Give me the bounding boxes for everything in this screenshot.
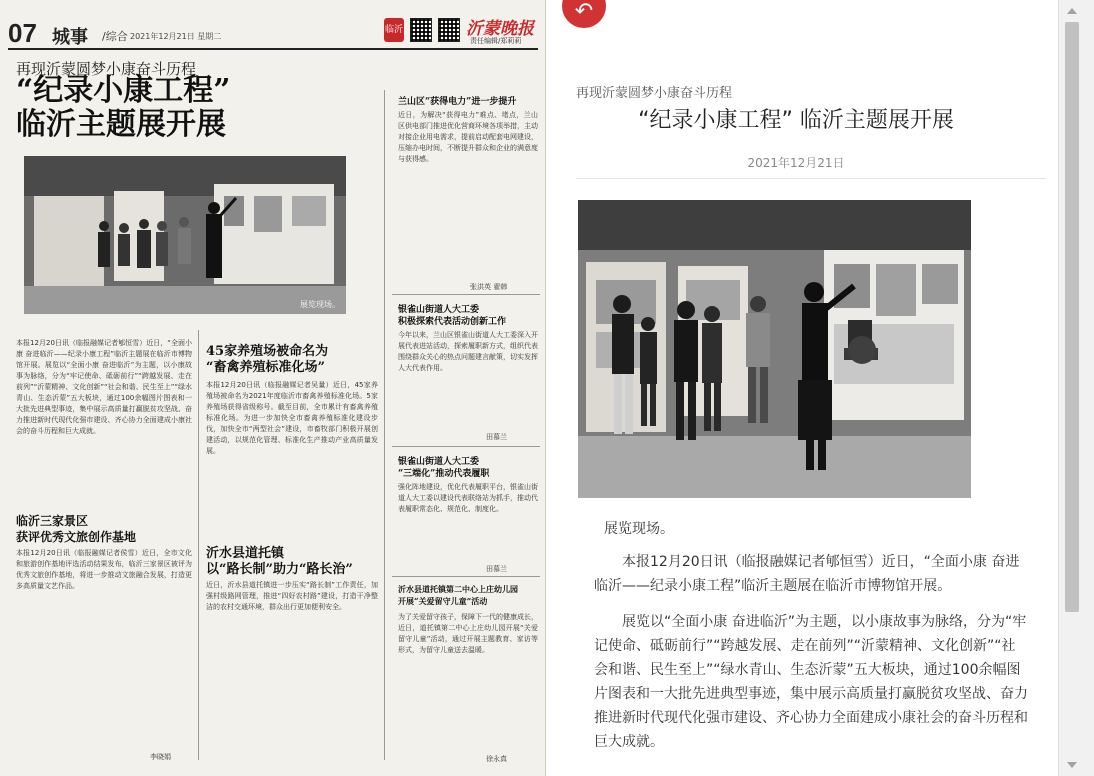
article-panel[interactable] (546, 0, 1058, 776)
story3-text: 本报12月20日讯（临报融媒记者侯雪）近日，全市文化和旅游创作基地评选活动结果发布，临沂三家景区被评为优秀文旅创作基地，将进一步推动文旅融合发展，打造更多高质量文艺作品。 (16, 549, 192, 590)
exhibition-photo (578, 200, 971, 498)
column-divider (198, 330, 199, 760)
scroll-up-arrow-icon[interactable] (1067, 8, 1077, 14)
story7-text: 强化阵地建设，优化代表履职平台，银雀山街道人大工委以建设代表联络站为抓手，推动代表履职常态化、规范化、制度化。 (398, 483, 538, 513)
lead-story-body (16, 338, 192, 498)
story3-title-2: 获评优秀文旅创作基地 (16, 530, 137, 544)
story6-text: 今年以来，兰山区银雀山街道人大工委深入开展代表进站活动，探索履职新方式，组织代表围绕群众关心的热点问题建言献策，切实发挥人大代表作用。 (398, 331, 538, 372)
story2-body (206, 380, 378, 520)
article-photo-caption: 展览现场。 (604, 521, 674, 537)
lead-headline-line-2: 临沂主题展开展 (16, 107, 226, 142)
story-divider (392, 576, 540, 577)
story3-title-1: 临沂三家景区 (16, 514, 89, 528)
story3-byline: 李晓娟 (150, 753, 171, 761)
article-title: “纪录小康工程” 临沂主题展开展 (638, 108, 954, 133)
story8-title-1: 沂水县道托镇第二中心上庄幼儿园 (398, 584, 518, 594)
newspaper-brand: 沂蒙晚报 (466, 19, 534, 39)
story7-title-2: “三端化”推动代表履职 (398, 469, 490, 479)
story-divider (392, 294, 540, 295)
story4-title-2: 以“路长制”助力“路长治” (206, 562, 353, 577)
newspaper-page[interactable] (0, 0, 546, 776)
newspaper-logo: 临沂 (384, 18, 404, 42)
scroll-down-arrow-icon[interactable] (1067, 762, 1077, 768)
story5-title: 兰山区“获得电力”进一步提升 (398, 97, 517, 107)
article-paragraph-2: 展览以“全面小康 奋进临沂”为主题，以小康故事为脉络，分为“牢记使命、砥砺前行”“跨越发展、走在前列”“沂蒙精神、文化创新”“社会和谐、民生至上”“绿水青山、生态沂蒙”五大板块，通过100余幅图片图表和一大批先进典型事迹，集中展示高质量打赢脱贫攻坚战、奋力推进新时代现代化强市建设、齐心协力全面建成小康社会的奋斗历程和巨大成就。 (594, 614, 1028, 750)
story4-body (206, 580, 378, 750)
lead-kicker: 再现沂蒙圆梦小康奋斗历程 (16, 60, 197, 78)
back-arrow-icon: ↶ (574, 0, 594, 24)
story8-body (398, 612, 538, 750)
story2-title-2: “畜禽养殖标准化场” (206, 360, 325, 375)
story8-byline: 徐永真 (486, 755, 507, 763)
page-number: 07 (8, 18, 37, 48)
story6-title-2: 积极探索代表活动创新工作 (398, 317, 507, 327)
story5-body (398, 110, 538, 270)
back-button[interactable] (562, 0, 606, 28)
page-section: 城事 (52, 27, 88, 48)
page-date: 2021年12月21日 星期二 (130, 32, 222, 41)
exhibition-photo-image (578, 200, 971, 498)
masthead (8, 14, 538, 50)
scrollbar-thumb[interactable] (1065, 22, 1079, 612)
story2-title-1: 45家养殖场被命名为 (206, 344, 329, 359)
article-divider (576, 178, 1046, 179)
lead-headline-line-1: “纪录小康工程” (16, 73, 231, 108)
lead-headline (16, 74, 376, 142)
story4-text: 近日，沂水县道托镇进一步压实“路长制”工作责任，加强村级路网管理，推进“四好农村路”建设，打造干净整洁的农村交通环境，群众出行更加便利安全。 (206, 581, 378, 611)
story-divider (392, 446, 540, 447)
story5-text: 近日，为解决“获得电力”难点、堵点，兰山区供电部门推进优化营商环境各项举措，主动对接企业用电需求，提前启动配套电网建设，压缩办电时间，不断提升群众和企业的满意度与获得感。 (398, 111, 538, 163)
exhibition-photo-small-image (24, 156, 346, 314)
story5-byline: 张洪英 翟韩 (470, 283, 508, 291)
story3-body (16, 548, 192, 748)
article-date: 2021年12月21日 (747, 156, 845, 170)
newspaper-editor: 责任编辑/郑莉莉 (470, 37, 522, 45)
lead-story-text: 本报12月20日讯（临报融媒记者郇恒雪）近日，“全面小康 奋进临沂——纪录小康工程”临沂主题展在临沂市博物馆开展。展览以“全面小康 奋进临沂”为主题，以小康故事为脉络，分为“牢记使命、砥砺前行”“跨越发展、走在前列”“沂蒙精神、文化创新”“社会和谐、民生至上”“绿水青山、生态沂蒙”五大板块，通过100余幅图片图表和一大批先进典型事迹，集中展示高质量打赢脱贫攻坚战、奋力推进新时代现代化强市建设、齐心协力全面建成小康社会的奋斗历程和巨大成就。 (16, 339, 192, 435)
qr-code-icon (438, 18, 460, 42)
article-kicker: 再现沂蒙圆梦小康奋斗历程 (576, 86, 733, 101)
page-subsection: /综合 (102, 30, 128, 43)
article-paragraph-1: 本报12月20日讯（临报融媒记者郇恒雪）近日，“全面小康 奋进临沂——纪录小康工程”临沂主题展在临沂市博物馆开展。 (594, 554, 1020, 594)
page-scrollbar[interactable] (1058, 0, 1094, 776)
qr-code-icon (410, 18, 432, 42)
story8-text: 为了关爱留守孩子，保障下一代的健康成长，近日，道托镇第二中心上庄幼儿园开展“关爱留守儿童”活动，通过开展主题教育、家访等形式，为留守儿童送去温暖。 (398, 613, 538, 654)
story6-body (398, 330, 538, 420)
story7-body (398, 482, 538, 558)
column-divider (384, 90, 385, 760)
story7-title-1: 银雀山街道人大工委 (398, 457, 480, 467)
exhibition-photo-small (24, 156, 346, 314)
story6-byline: 田慕兰 (486, 433, 507, 441)
story6-title-1: 银雀山街道人大工委 (398, 305, 480, 315)
story8-title-2: 开展“关爱留守儿童”活动 (398, 596, 488, 606)
exhibition-photo-small-caption: 展览现场。 (300, 300, 340, 309)
story4-title-1: 沂水县道托镇 (206, 546, 285, 561)
story2-text: 本报12月20日讯（临报融媒记者吴量）近日，45家养殖场被命名为2021年度临沂市畜禽养殖标准化场。5家养殖场获得省级称号。截至目前，全市累计有畜禽养殖标准化场。为进一步加快全市畜禽养殖标准化建设步伐，加快全市“两型社会”建设，市畜牧部门积极开展创建活动，以规范化管理、标准化生产推动产业高质量发展。 (206, 381, 378, 455)
story7-byline: 田慕兰 (486, 565, 507, 573)
